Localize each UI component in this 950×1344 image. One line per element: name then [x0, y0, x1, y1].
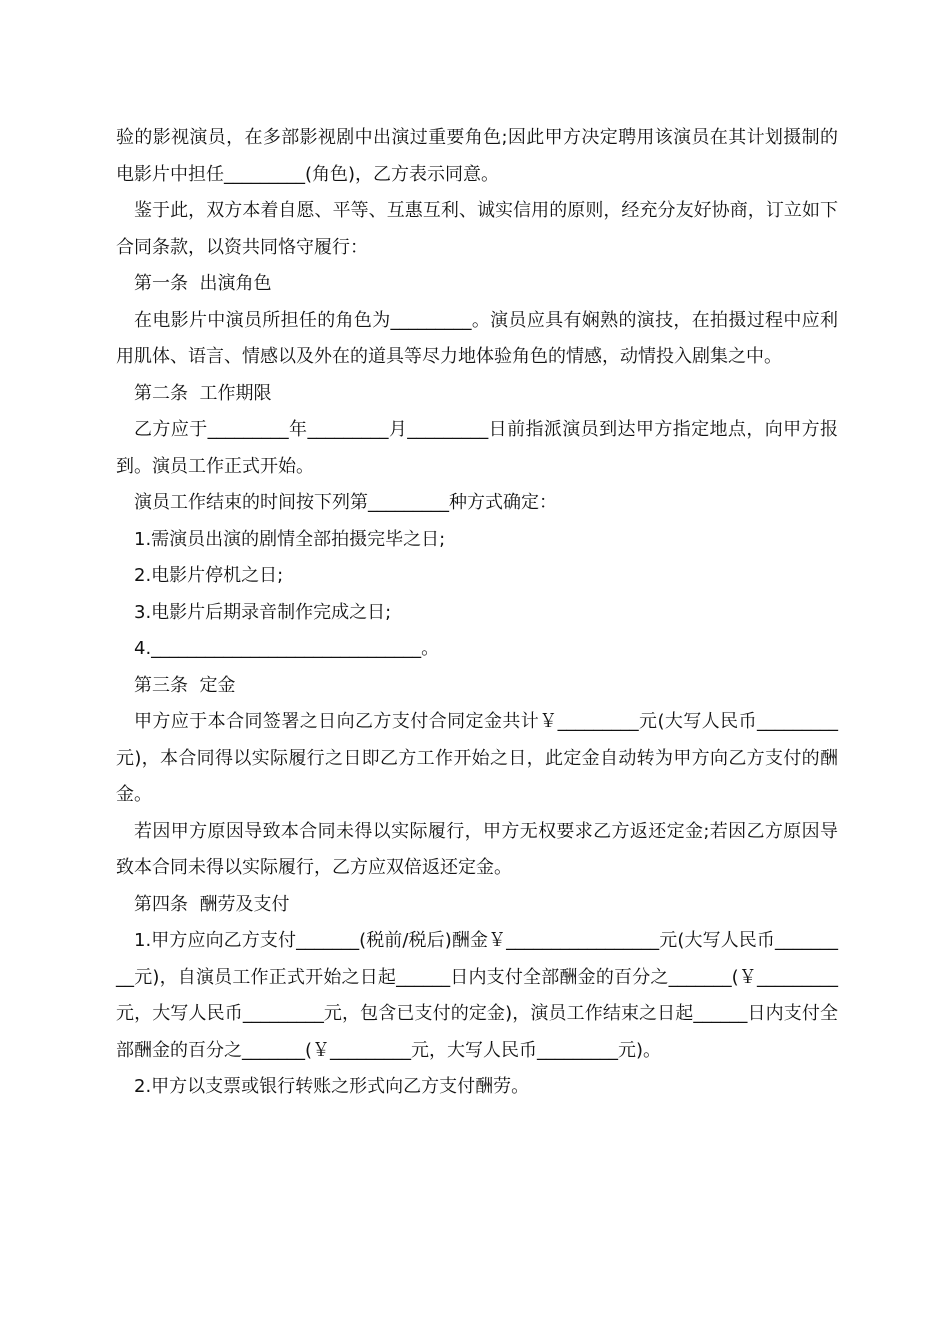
article-1-body: 在电影片中演员所担任的角色为_________。演员应具有娴熟的演技，在拍摄过程中应利用肌体、语言、情感以及外在的道具等尽力地体验角色的情感，动情投入剧集之中。: [116, 309, 838, 367]
article-2-option-4: 4.______________________________。: [134, 638, 440, 659]
article-3-heading: 第三条 定金: [134, 674, 236, 696]
article-1-heading: 第一条 出演角色: [134, 273, 272, 294]
article-2-end-method: 演员工作结束的时间按下列第_________种方式确定：: [134, 492, 557, 513]
article-3-deposit-return: 若因甲方原因导致本合同未得以实际履行，甲方无权要求乙方返还定金;若因乙方原因导致本合同未得以实际履行，乙方应双倍返还定金。: [116, 820, 838, 878]
article-3-deposit: 甲方应于本合同签署之日向乙方支付合同定金共计￥_________元(大写人民币_________元)，本合同得以实际履行之日即乙方工作开始之日，此定金自动转为甲方向乙方支付的酬金。: [116, 711, 838, 805]
article-2-body: 乙方应于_________年_________月_________日前指派演员到达甲方指定地点，向甲方报到。演员工作正式开始。: [116, 419, 838, 477]
article-2-option-3: 3.电影片后期录音制作完成之日;: [134, 601, 392, 623]
paragraph-preamble: 鉴于此，双方本着自愿、平等、互惠互利、诚实信用的原则，经充分友好协商，订立如下合同条款，以资共同恪守履行：: [116, 200, 838, 258]
article-2-option-2: 2.电影片停机之日;: [134, 565, 284, 586]
document-body: [116, 120, 838, 1106]
article-4-item-2: 2.甲方以支票或银行转账之形式向乙方支付酬劳。: [134, 1076, 530, 1097]
article-4-item-1: 1.甲方应向乙方支付_______(税前/税后)酬金￥_________________元(大写人民币_________元)，自演员工作正式开始之日起______日内支付全部酬金的百分之_______(￥_________元，大写人民币_________元，包含已支付的定金)，演员工作结束之日起______日内支付全部酬金的百分之_______(￥_________元，大写人民币_________元)。: [116, 930, 838, 1061]
paragraph-intro-continued: 验的影视演员，在多部影视剧中出演过重要角色;因此甲方决定聘用该演员在其计划摄制的电影片中担任_________(角色)，乙方表示同意。: [116, 127, 838, 185]
article-2-option-1: 1.需演员出演的剧情全部拍摄完毕之日;: [134, 528, 446, 550]
article-2-heading: 第二条 工作期限: [134, 382, 272, 404]
article-4-heading: 第四条 酬劳及支付: [134, 893, 290, 915]
